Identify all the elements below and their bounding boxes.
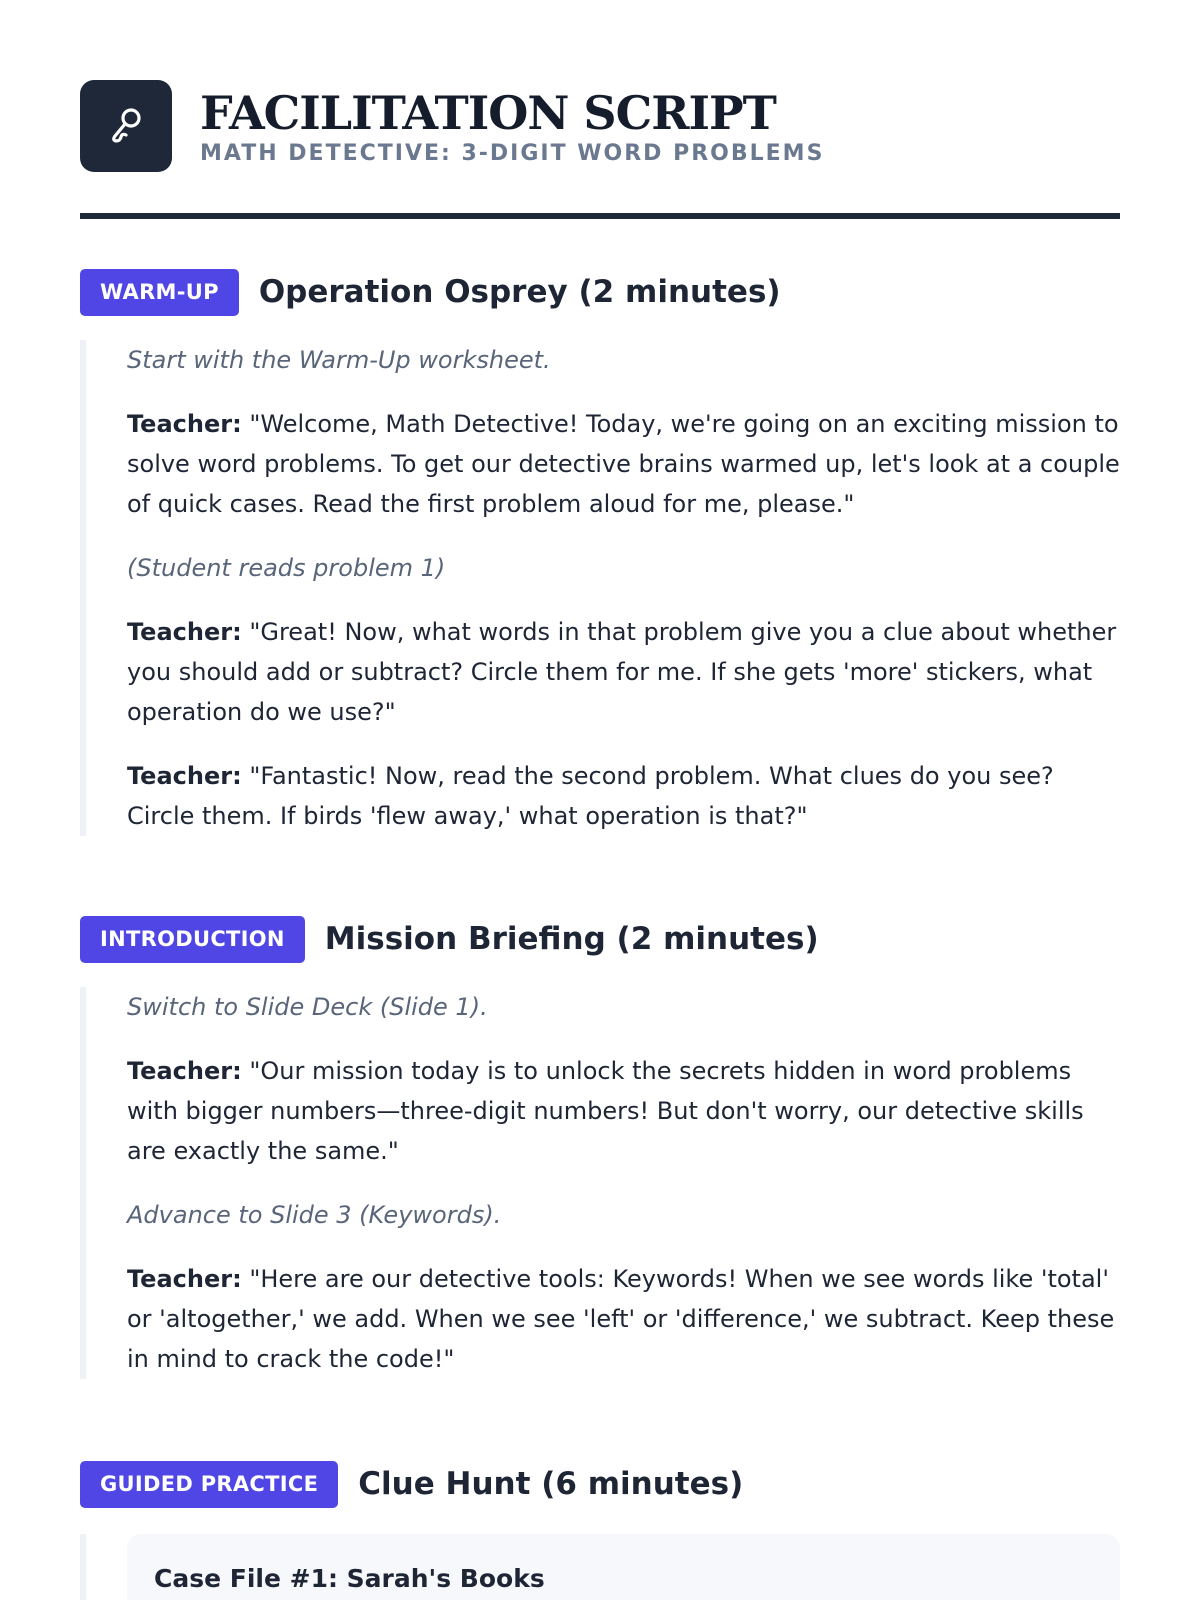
speaker-label: Teacher: <box>127 410 242 438</box>
header-divider <box>80 213 1120 219</box>
section-header <box>80 268 1120 316</box>
teacher-line <box>127 756 1120 836</box>
microphone-icon <box>80 80 172 172</box>
section-warm-up <box>80 268 1120 836</box>
document-subtitle: MATH DETECTIVE: 3-DIGIT WORD PROBLEMS <box>200 140 825 166</box>
document-header <box>80 80 824 172</box>
stage-direction: Start with the Warm-Up worksheet. <box>127 346 551 374</box>
speaker-label: Teacher: <box>127 1265 242 1293</box>
dialogue-text: "Great! Now, what words in that problem give you a clue about whether you should add or subtract? Circle them for me. If she gets 'more' stickers, what operation do we use?" <box>127 618 1117 726</box>
speaker-label: Teacher: <box>127 618 242 646</box>
section-badge: WARM-UP <box>80 269 239 316</box>
section-guided-practice <box>80 1460 1120 1600</box>
section-header <box>80 1460 1120 1508</box>
stage-direction: Advance to Slide 3 (Keywords). <box>127 1201 502 1229</box>
dialogue-text: "Welcome, Math Detective! Today, we're going on an exciting mission to solve word problems. To get our detective brains warmed up, let's look at a couple of quick cases. Read the first problem aloud for me, please." <box>127 410 1120 518</box>
section-introduction <box>80 915 1120 1379</box>
teacher-line <box>127 1259 1120 1379</box>
section-body <box>80 1534 1120 1600</box>
speaker-label: Teacher: <box>127 1057 242 1085</box>
case-file-title: Case File #1: Sarah's Books <box>154 1564 545 1593</box>
section-title: Clue Hunt (6 minutes) <box>358 1466 744 1502</box>
teacher-line <box>127 1051 1120 1171</box>
section-header <box>80 915 1120 963</box>
section-badge: GUIDED PRACTICE <box>80 1461 338 1508</box>
section-body <box>80 340 1120 836</box>
case-file-card <box>127 1534 1120 1600</box>
dialogue-text: "Fantastic! Now, read the second problem. What clues do you see? Circle them. If birds 'flew away,' what operation is that?" <box>127 762 1054 830</box>
header-text <box>200 87 824 166</box>
dialogue-text: "Here are our detective tools: Keywords! When we see words like 'total' or 'altogether,' we add. When we see 'left' or 'difference,' we subtract. Keep these in mind to crack the code!" <box>127 1265 1115 1373</box>
document-title: FACILITATION SCRIPT <box>200 85 776 140</box>
speaker-label: Teacher: <box>127 762 242 790</box>
teacher-line <box>127 612 1120 732</box>
section-title: Mission Briefing (2 minutes) <box>324 921 819 957</box>
teacher-line <box>127 404 1120 524</box>
section-body <box>80 987 1120 1379</box>
stage-direction: Switch to Slide Deck (Slide 1). <box>127 993 488 1021</box>
stage-direction: (Student reads problem 1) <box>127 554 446 582</box>
section-title: Operation Osprey (2 minutes) <box>258 274 781 310</box>
section-badge: INTRODUCTION <box>80 916 305 963</box>
dialogue-text: "Our mission today is to unlock the secrets hidden in word problems with bigger numbers—three-digit numbers! But don't worry, our detective skills are exactly the same." <box>127 1057 1084 1165</box>
